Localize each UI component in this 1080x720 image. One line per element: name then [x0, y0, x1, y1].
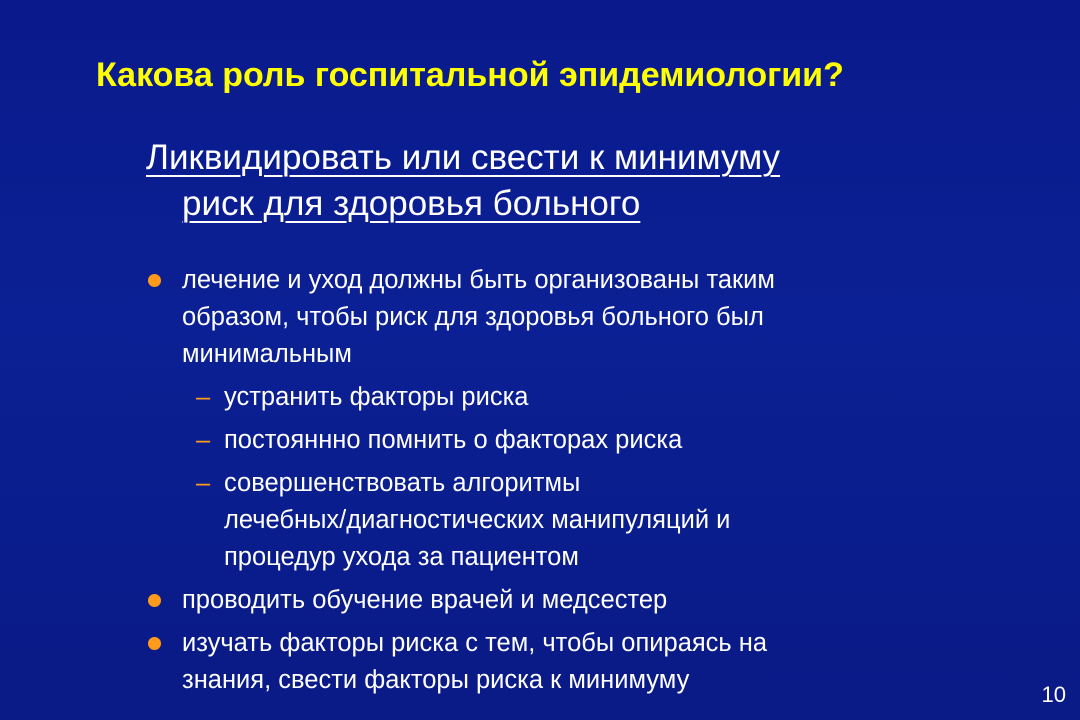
bullet-text-line: минимальным [182, 340, 352, 368]
sub-item [146, 465, 1026, 576]
sub-item-text: процедур ухода за пациентом [224, 543, 579, 571]
dash-icon: – [196, 383, 211, 411]
bullet-item [146, 262, 1026, 373]
bullet-text-line: проводить обучение врачей и медсестер [182, 586, 668, 614]
dash-icon: – [196, 469, 211, 497]
bullet-item [146, 625, 1026, 699]
slide-subtitle [146, 135, 946, 227]
bullet-item [146, 582, 1026, 619]
bullet-list [146, 262, 1026, 699]
bullet-text-line: лечение и уход должны быть организованы таким [182, 266, 775, 294]
subtitle-line-1: Ликвидировать или свести к минимуму [146, 138, 781, 177]
slide-title: Какова роль госпитальной эпидемиологии? [96, 56, 844, 94]
sub-item [146, 422, 1026, 459]
dash-icon: – [196, 426, 211, 454]
bullet-text-line: изучать факторы риска с тем, чтобы опираясь на [182, 629, 768, 657]
bullet-text-line: знания, свести факторы риска к минимуму [182, 666, 690, 694]
page-number: 10 [1041, 682, 1066, 707]
subtitle-line-2: риск для здоровья больного [182, 184, 641, 223]
bullet-dot-icon [148, 274, 161, 287]
sub-item [146, 379, 1026, 416]
sub-item-text: совершенствовать алгоритмы [224, 469, 581, 497]
bullet-dot-icon [148, 637, 161, 650]
bullet-dot-icon [148, 594, 161, 607]
sub-item-text: лечебных/диагностических манипуляций и [224, 506, 731, 534]
sub-item-text: постояннно помнить о факторах риска [224, 426, 683, 454]
bullet-text-line: образом, чтобы риск для здоровья больного был [182, 303, 764, 331]
sub-item-text: устранить факторы риска [224, 383, 529, 411]
